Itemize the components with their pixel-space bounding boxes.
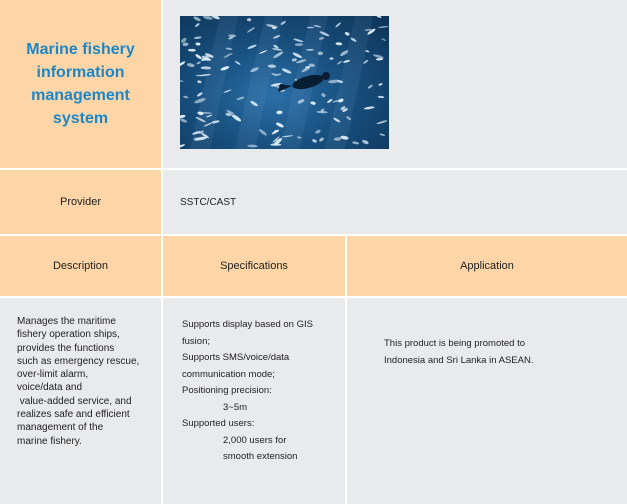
fish — [247, 18, 252, 21]
application-header-cell — [347, 236, 627, 296]
application-header: Application — [460, 260, 514, 272]
fish — [196, 61, 201, 65]
spec-line: fusion; — [182, 335, 210, 347]
fish — [295, 43, 304, 46]
title-line: Marine fishery — [26, 41, 135, 58]
fish — [321, 92, 326, 97]
fish — [352, 141, 360, 145]
fish — [180, 114, 186, 119]
fish — [276, 110, 282, 114]
fish — [293, 38, 304, 43]
fish — [336, 60, 342, 65]
fish-school-illustration — [180, 16, 389, 149]
description-line: such as emergency rescue, — [17, 355, 140, 367]
application-line: This product is being promoted to — [384, 338, 525, 349]
spec-line: smooth extension — [223, 451, 298, 462]
fish — [292, 52, 303, 59]
provider-value-cell — [163, 170, 627, 234]
application-line: Indonesia and Sri Lanka in ASEAN. — [384, 354, 534, 366]
fish — [247, 44, 257, 50]
fish — [182, 42, 188, 46]
description-cell — [0, 298, 161, 504]
specifications-header-cell — [163, 236, 345, 296]
fish — [180, 79, 184, 82]
fish — [195, 23, 200, 28]
fish — [193, 16, 202, 22]
spec-line: 2,000 users for — [223, 434, 287, 446]
title-line: system — [52, 110, 109, 127]
fish — [310, 101, 316, 106]
spec-line: 3~5m — [223, 401, 248, 413]
fish — [231, 113, 242, 122]
fish — [379, 133, 385, 136]
fish — [378, 96, 385, 99]
fish — [376, 120, 388, 125]
fish — [367, 84, 373, 89]
fish — [381, 38, 386, 41]
fish — [335, 22, 342, 28]
description-line: fishery operation ships, — [17, 329, 120, 341]
fish — [180, 144, 185, 149]
fish — [378, 83, 383, 87]
specifications-header: Specifications — [220, 260, 288, 272]
fish — [344, 31, 350, 36]
spec-line: Supports display based on GIS — [182, 319, 313, 330]
specifications-cell — [163, 298, 345, 504]
title-line: information — [36, 64, 125, 81]
description-line: management of the — [17, 422, 104, 434]
fish — [247, 27, 256, 34]
spec-line: Positioning precision: — [182, 385, 272, 396]
spec-line: Supports SMS/voice/data — [182, 352, 290, 363]
fish — [188, 49, 196, 52]
fish — [180, 118, 187, 123]
fish — [378, 26, 389, 29]
fish — [195, 53, 203, 60]
fish — [315, 129, 322, 134]
description-line: marine fishery. — [17, 435, 82, 447]
light-ray — [235, 16, 283, 149]
fish — [375, 16, 382, 19]
description-line: value-added service, and — [17, 395, 132, 407]
application-cell — [347, 298, 627, 504]
fish — [183, 95, 189, 98]
fish — [364, 106, 375, 110]
fish — [236, 96, 245, 101]
fish — [316, 111, 327, 114]
description-line: Manages the maritime — [17, 316, 116, 327]
spec-line: Supported users: — [182, 418, 255, 429]
fish — [275, 121, 284, 128]
provider-label-cell — [0, 170, 161, 234]
description-line: over-limit alarm, — [17, 369, 89, 381]
fish — [327, 98, 333, 103]
title-cell — [0, 0, 161, 168]
fish — [234, 60, 240, 65]
fish — [312, 139, 318, 144]
image-cell — [163, 0, 627, 168]
provider-value: SSTC/CAST — [180, 196, 237, 208]
fish — [318, 137, 324, 143]
description-line: realizes safe and efficient — [17, 409, 130, 421]
fish — [223, 89, 232, 94]
provider-label: Provider — [60, 196, 101, 208]
fish — [328, 79, 340, 84]
description-header: Description — [52, 260, 109, 272]
title-line: management — [31, 87, 130, 104]
fish — [194, 36, 202, 39]
fish — [187, 62, 195, 67]
fish — [291, 58, 297, 62]
description-line: voice/data and — [17, 382, 83, 394]
fish — [329, 57, 333, 60]
fish — [281, 68, 292, 75]
fish — [197, 80, 202, 84]
fish — [362, 139, 370, 145]
fish-school-photo — [180, 16, 389, 149]
description-header-cell — [0, 236, 161, 296]
fish — [195, 42, 200, 46]
fish — [335, 42, 342, 46]
description-line: provides the functions — [17, 342, 115, 354]
fish — [203, 16, 213, 20]
spec-line: communication mode; — [182, 368, 275, 380]
fish — [258, 128, 268, 136]
fish — [180, 61, 186, 68]
product-title — [16, 38, 146, 130]
